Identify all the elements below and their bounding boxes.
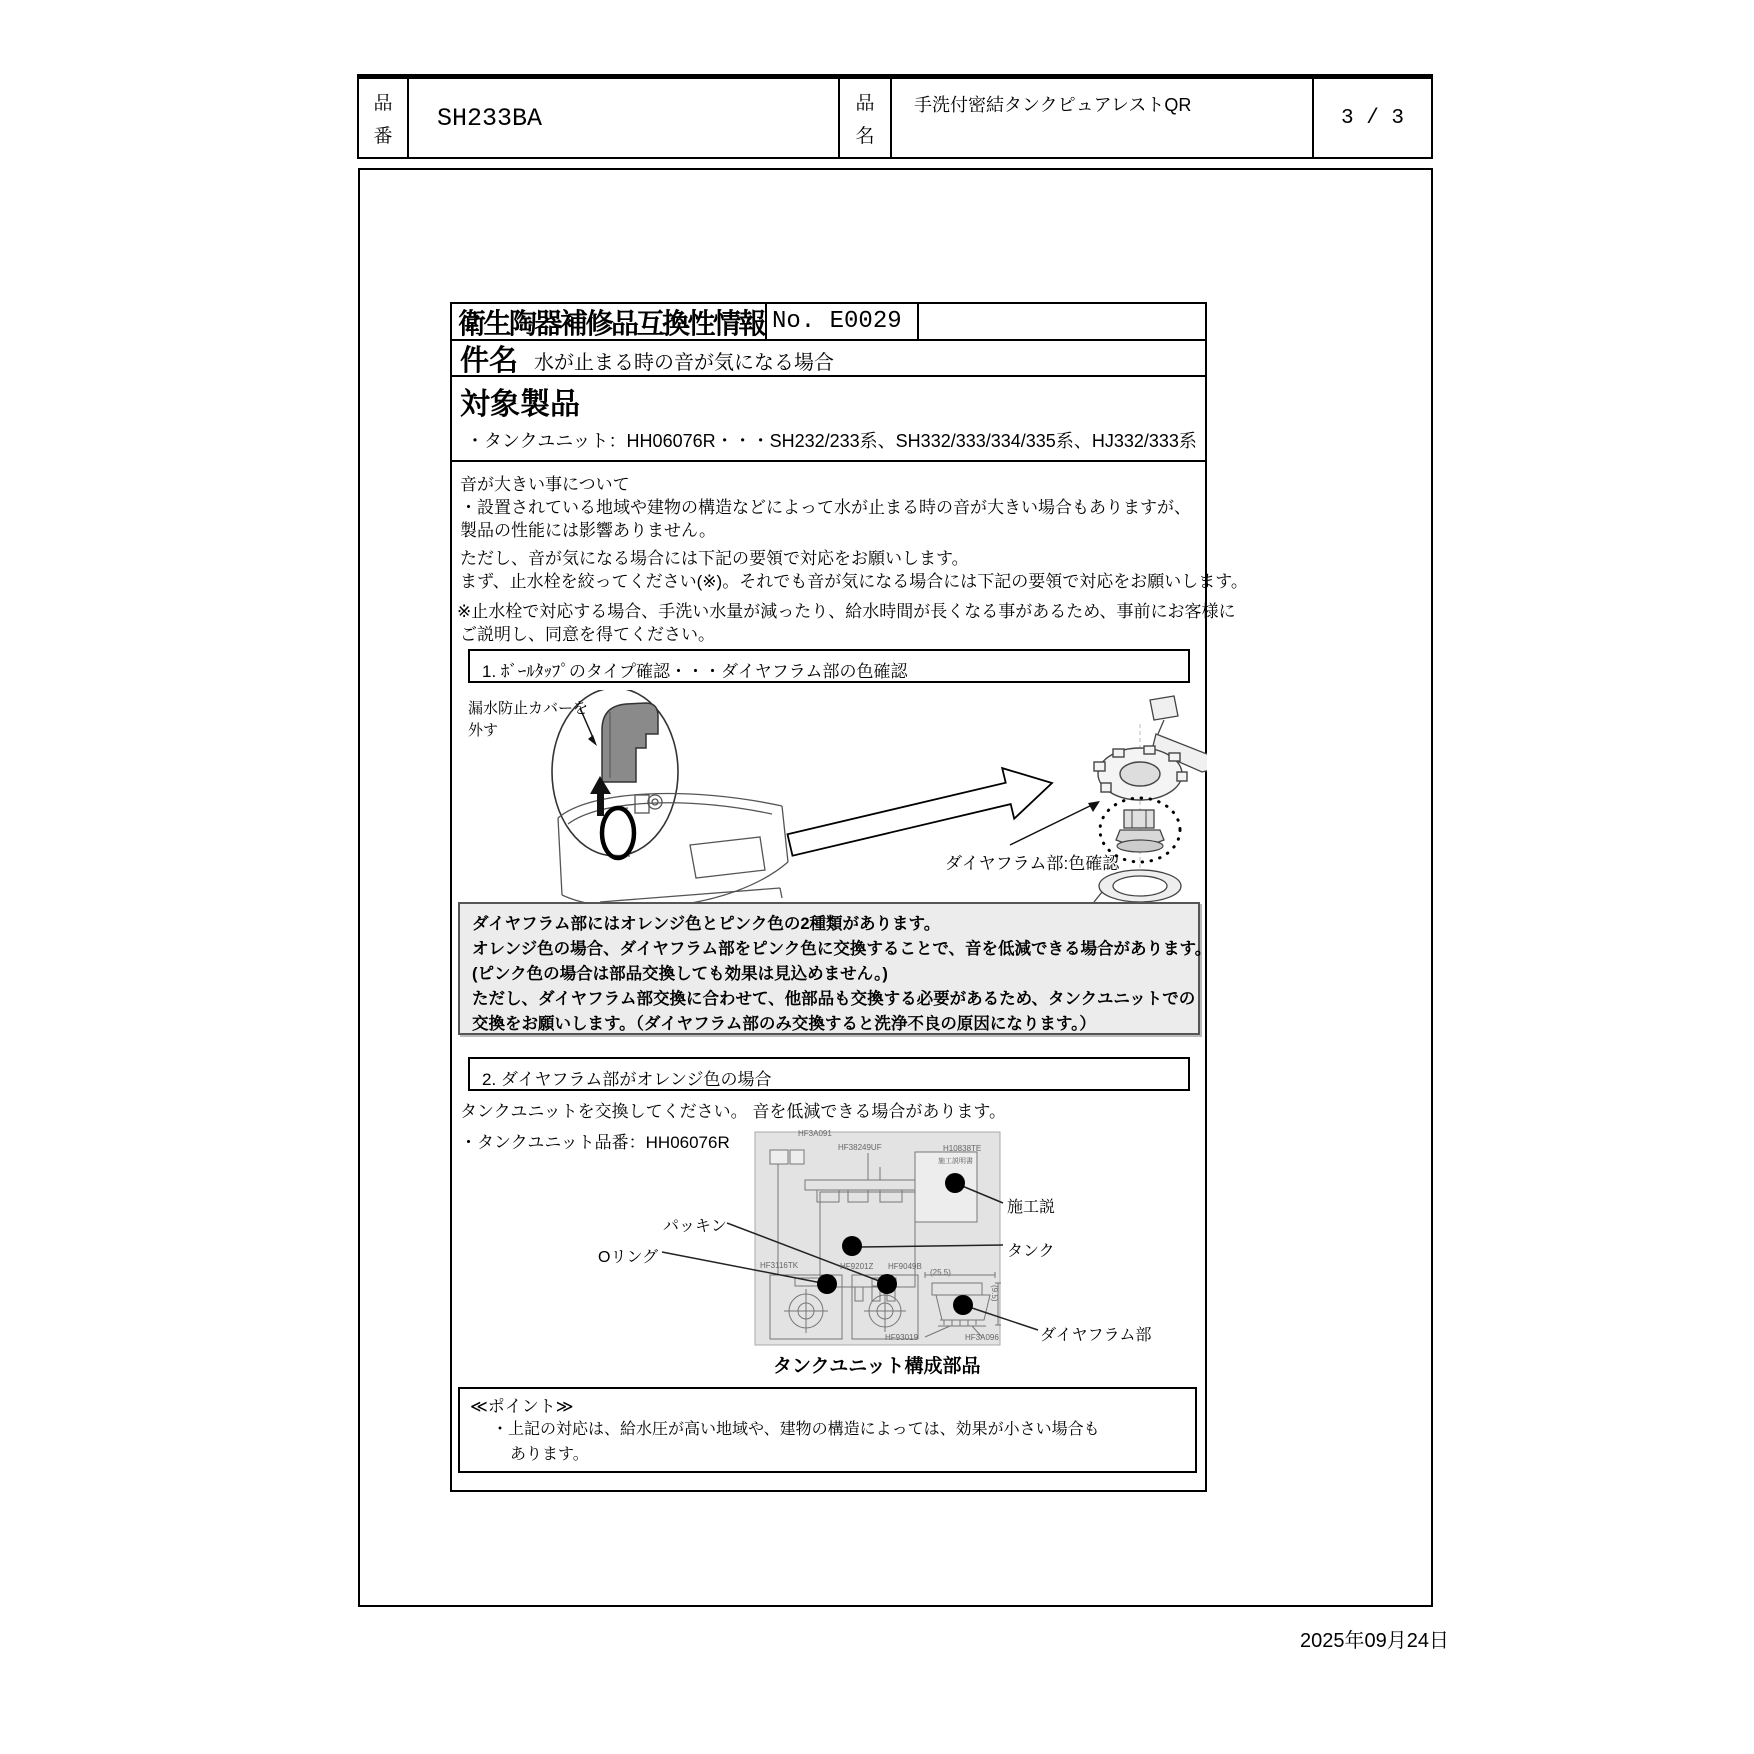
section1-heading-box — [468, 649, 1190, 683]
part-no-hf3116tk: HF3116TK — [760, 1261, 799, 1270]
info-box-line5: 交換をお願いします。（ダイヤフラム部のみ交換すると洗浄不良の原因になります。） — [472, 1015, 1096, 1033]
ring-nut-drawing — [1094, 746, 1187, 800]
part-no-hf38249uf: HF38249UF — [838, 1143, 882, 1152]
dimension-25-5: (25.5) — [930, 1268, 951, 1277]
points-line2: あります。 — [510, 1446, 589, 1463]
points-heading: ≪ポイント≫ — [470, 1397, 574, 1416]
cover-removal-label-line1: 漏水防止カバーを — [468, 700, 589, 717]
part-number-value: SH233BA — [437, 103, 543, 133]
title-row-spacer — [917, 304, 1205, 339]
tank-line-art — [558, 794, 788, 906]
paper-label: 施工説明書 — [938, 1158, 973, 1165]
part-no-hf9049b: HF9049B — [888, 1262, 922, 1271]
info-box-line3: (ピンク色の場合は部品交換しても効果は見込めません。) — [472, 965, 888, 983]
dimension-9-5: (9.5) — [990, 1285, 999, 1302]
intro-note-2: ご説明し、同意を得てください。 — [460, 625, 715, 644]
product-name-label — [838, 79, 892, 157]
part-number-label-bottom: 番 — [373, 126, 393, 147]
section1-heading: 1. ﾎﾞｰﾙﾀｯﾌﾟのタイプ確認・・・ダイヤフラム部の色確認 — [482, 662, 908, 681]
points-line1: ・上記の対応は、給水圧が高い地域や、建物の構造によっては、効果が小さい場合も — [492, 1421, 1100, 1438]
intro-line-5: まず、止水栓を絞ってください(※)。それでも音が気になる場合には下記の要領で対応をお願いします。 — [460, 572, 1248, 591]
doc-title: 衛生陶器補修品互換性情報 — [458, 307, 765, 339]
subject-row — [450, 339, 1207, 377]
doc-number: No. E0029 — [765, 304, 917, 339]
label-packing: パッキン — [663, 1218, 727, 1235]
part-number-label — [359, 79, 409, 157]
page-indicator: 3 / 3 — [1312, 79, 1431, 157]
zoom-big-arrow — [788, 768, 1053, 856]
product-name-label-bottom: 名 — [855, 126, 875, 147]
diagram-caption: タンクユニット構成部品 — [773, 1356, 981, 1377]
part-no-hf3a091: HF3A091 — [798, 1129, 832, 1138]
points-box — [458, 1387, 1197, 1473]
target-products-heading: 対象製品 — [460, 388, 580, 421]
label-tank: タンク — [1007, 1243, 1055, 1260]
lower-ring-drawing — [1094, 870, 1181, 902]
subject-text: 水が止まる時の音が気になる場合 — [534, 352, 834, 374]
part-no-hf3a096: HF3A096 — [965, 1333, 999, 1342]
diaphragm-info-box — [458, 902, 1212, 1035]
product-name-value: 手洗付密結タンクピュアレストQR — [914, 95, 1192, 115]
issue-date: 2025年09月24日 — [1300, 1630, 1449, 1652]
label-oring: Oリング — [598, 1249, 659, 1266]
section2-heading: 2. ダイヤフラム部がオレンジ色の場合 — [482, 1070, 772, 1089]
tank-unit-diagram — [580, 1125, 1210, 1387]
info-box-line2: オレンジ色の場合、ダイヤフラム部をピンク色に交換することで、音を低減できる場合があります。 — [472, 940, 1212, 958]
title-row — [450, 302, 1207, 341]
label-manual: 施工説 — [1007, 1199, 1056, 1216]
info-box-line4: ただし、ダイヤフラム部交換に合わせて、他部品も交換する必要があるため、タンクユニットでの — [472, 990, 1196, 1008]
target-products-box — [450, 375, 1207, 462]
diaphragm-drawing — [1116, 810, 1164, 852]
highlight-oval — [602, 808, 634, 858]
intro-line-4: ただし、音が気になる場合には下記の要領で対応をお願いします。 — [460, 549, 969, 568]
section2-heading-box — [468, 1057, 1190, 1091]
intro-line-2: ・設置されている地域や建物の構造などによって水が止まる時の音が大きい場合もありますが、 — [460, 498, 1191, 517]
target-product-item: ・タンクユニット：HH06076R・・・SH232/233系、SH332/333/334/335系、HJ332/333系 — [466, 431, 1197, 451]
replace-instruction: タンクユニットを交換してください。 音を低減できる場合があります。 — [460, 1102, 1007, 1121]
label-diaphragm: ダイヤフラム部 — [1040, 1327, 1152, 1344]
tank-unit-part-number: ・タンクユニット品番：HH06076R — [460, 1133, 730, 1152]
part-number-label-top: 品 — [373, 93, 393, 114]
diaphragm-check-label: ダイヤフラム部:色確認 — [945, 854, 1120, 873]
intro-note-1: ※止水栓で対応する場合、手洗い水量が減ったり、給水時間が長くなる事があるため、事前にお客様に — [457, 602, 1236, 621]
subject-label: 件名 — [460, 344, 519, 377]
intro-line-1: 音が大きい事について — [460, 475, 630, 494]
info-box-line1: ダイヤフラム部にはオレンジ色とピンク色の2種類があります。 — [472, 915, 941, 933]
part-no-hf9201z: HF9201Z — [840, 1262, 874, 1271]
part-no-h10838te: H10838TE — [943, 1144, 982, 1153]
product-name-label-top: 品 — [855, 93, 875, 114]
intro-line-3: 製品の性能には影響ありません。 — [460, 521, 717, 540]
cover-removal-label-line2: 外す — [468, 722, 499, 739]
header-table — [357, 74, 1433, 159]
part-no-hf93019: HF93019 — [885, 1333, 918, 1342]
leak-cover-shape — [602, 703, 658, 782]
